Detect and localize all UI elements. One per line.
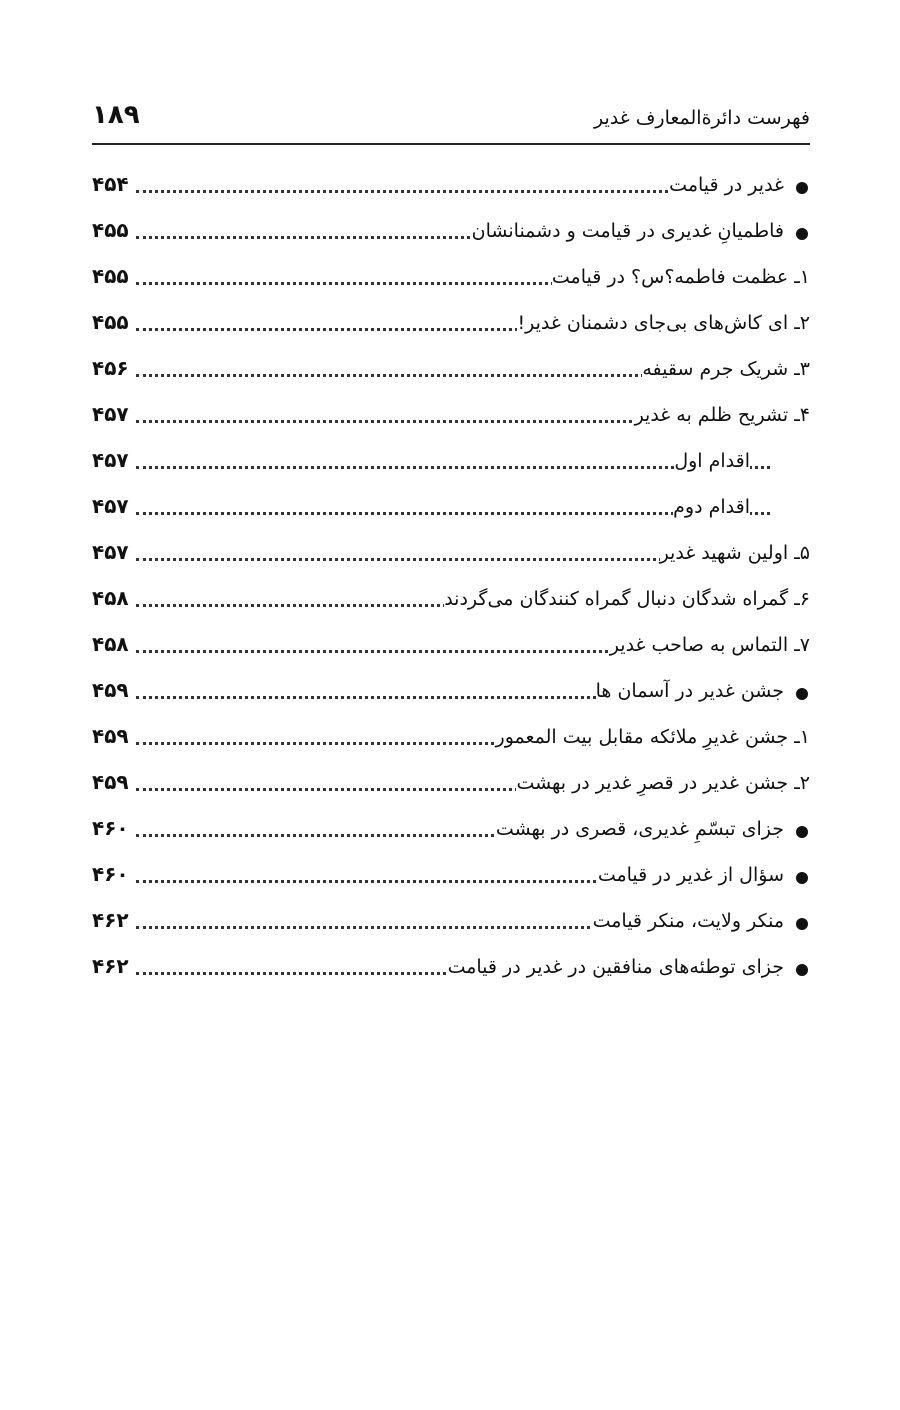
toc-entry-page: ۴۵۷ — [92, 402, 129, 426]
toc-entry-title: منکر ولایت، منکر قیامت — [592, 910, 784, 932]
toc-entry — [92, 301, 810, 347]
bullet-icon — [796, 918, 808, 930]
header-rule — [92, 143, 810, 145]
toc-entry-title: فاطمیانِ غدیری در قیامت و دشمنانشان — [471, 220, 784, 242]
toc-entry — [92, 715, 810, 761]
toc-entry — [92, 945, 810, 991]
toc-entry — [92, 347, 810, 393]
toc-entry-page: ۴۶۲ — [92, 954, 129, 978]
toc-entry — [92, 669, 810, 715]
toc-entry-title: ۷ـ التماس به صاحب غدیر — [609, 634, 810, 656]
toc-entry-page: ۴۵۸ — [92, 632, 129, 656]
toc-entry-title: ۶ـ گمراه شدگان دنبال گمراه کنندگان می‌گردند — [444, 588, 810, 610]
toc-entry — [92, 899, 810, 945]
toc-entry-page: ۴۶۰ — [92, 816, 129, 840]
toc-entry — [92, 255, 810, 301]
bullet-icon — [796, 872, 808, 884]
toc-entry — [92, 623, 810, 669]
toc-entry-title: ۱ـ عظمت فاطمه؟س؟ در قیامت — [551, 266, 810, 288]
bullet-icon — [796, 182, 808, 194]
running-title: فهرست دائرةالمعارف غدیر — [593, 107, 810, 129]
toc-entry — [92, 577, 810, 623]
toc-entry — [92, 761, 810, 807]
page-number: ۱۸۹ — [92, 100, 140, 130]
toc-entry-page: ۴۵۹ — [92, 770, 129, 794]
page-header — [92, 92, 810, 142]
toc-entry — [92, 531, 810, 577]
toc-entry-page: ۴۵۸ — [92, 586, 129, 610]
toc-entry-title: سؤال از غدیر در قیامت — [597, 864, 784, 886]
toc-entry-page: ۴۵۷ — [92, 494, 129, 518]
table-of-contents — [92, 163, 810, 991]
toc-entry-title: ۵ـ اولین شهید غدیر — [659, 542, 810, 564]
toc-entry — [92, 209, 810, 255]
toc-entry-page: ۴۵۵ — [92, 218, 129, 242]
toc-entry-title: ۲ـ ای کاش‌های بی‌جای دشمنان غدیر! — [517, 312, 810, 334]
toc-entry-page: ۴۶۰ — [92, 862, 129, 886]
toc-entry-page: ۴۶۲ — [92, 908, 129, 932]
bullet-icon — [796, 228, 808, 240]
toc-entry — [92, 163, 810, 209]
toc-entry-title: جشن غدیر در آسمان ها — [595, 680, 784, 702]
toc-entry-page: ۴۵۵ — [92, 264, 129, 288]
toc-entry-title: غدیر در قیامت — [669, 174, 784, 196]
toc-entry-page: ۴۵۹ — [92, 678, 129, 702]
toc-entry-title: ۲ـ جشن غدیر در قصرِ غدیر در بهشت — [516, 772, 810, 794]
toc-entry-title: اقدام دوم — [673, 496, 750, 518]
bullet-icon — [796, 688, 808, 700]
toc-entry-title: جزای تبسّمِ غدیری، قصری در بهشت — [495, 818, 784, 840]
toc-entry-page: ۴۵۹ — [92, 724, 129, 748]
bullet-icon — [796, 826, 808, 838]
toc-entry — [92, 807, 810, 853]
toc-entry-page: ۴۵۵ — [92, 310, 129, 334]
toc-entry-title: ۳ـ شریک جرم سقیفه — [642, 358, 810, 380]
bullet-icon — [796, 964, 808, 976]
toc-entry-page: ۴۵۶ — [92, 356, 129, 380]
toc-entry-page: ۴۵۷ — [92, 540, 129, 564]
toc-entry-title: جزای توطئه‌های منافقین در غدیر در قیامت — [447, 956, 784, 978]
toc-entry-title: اقدام اول — [674, 450, 750, 472]
toc-entry-title: ۱ـ جشن غدیرِ ملائکه مقابل بیت المعمور — [495, 726, 810, 748]
toc-entry — [92, 853, 810, 899]
toc-entry — [92, 439, 810, 485]
toc-entry-page: ۴۵۴ — [92, 172, 129, 196]
toc-entry-page: ۴۵۷ — [92, 448, 129, 472]
toc-entry-title: ۴ـ تشریح ظلم به غدیر — [634, 404, 810, 426]
toc-entry — [92, 393, 810, 439]
toc-entry — [92, 485, 810, 531]
